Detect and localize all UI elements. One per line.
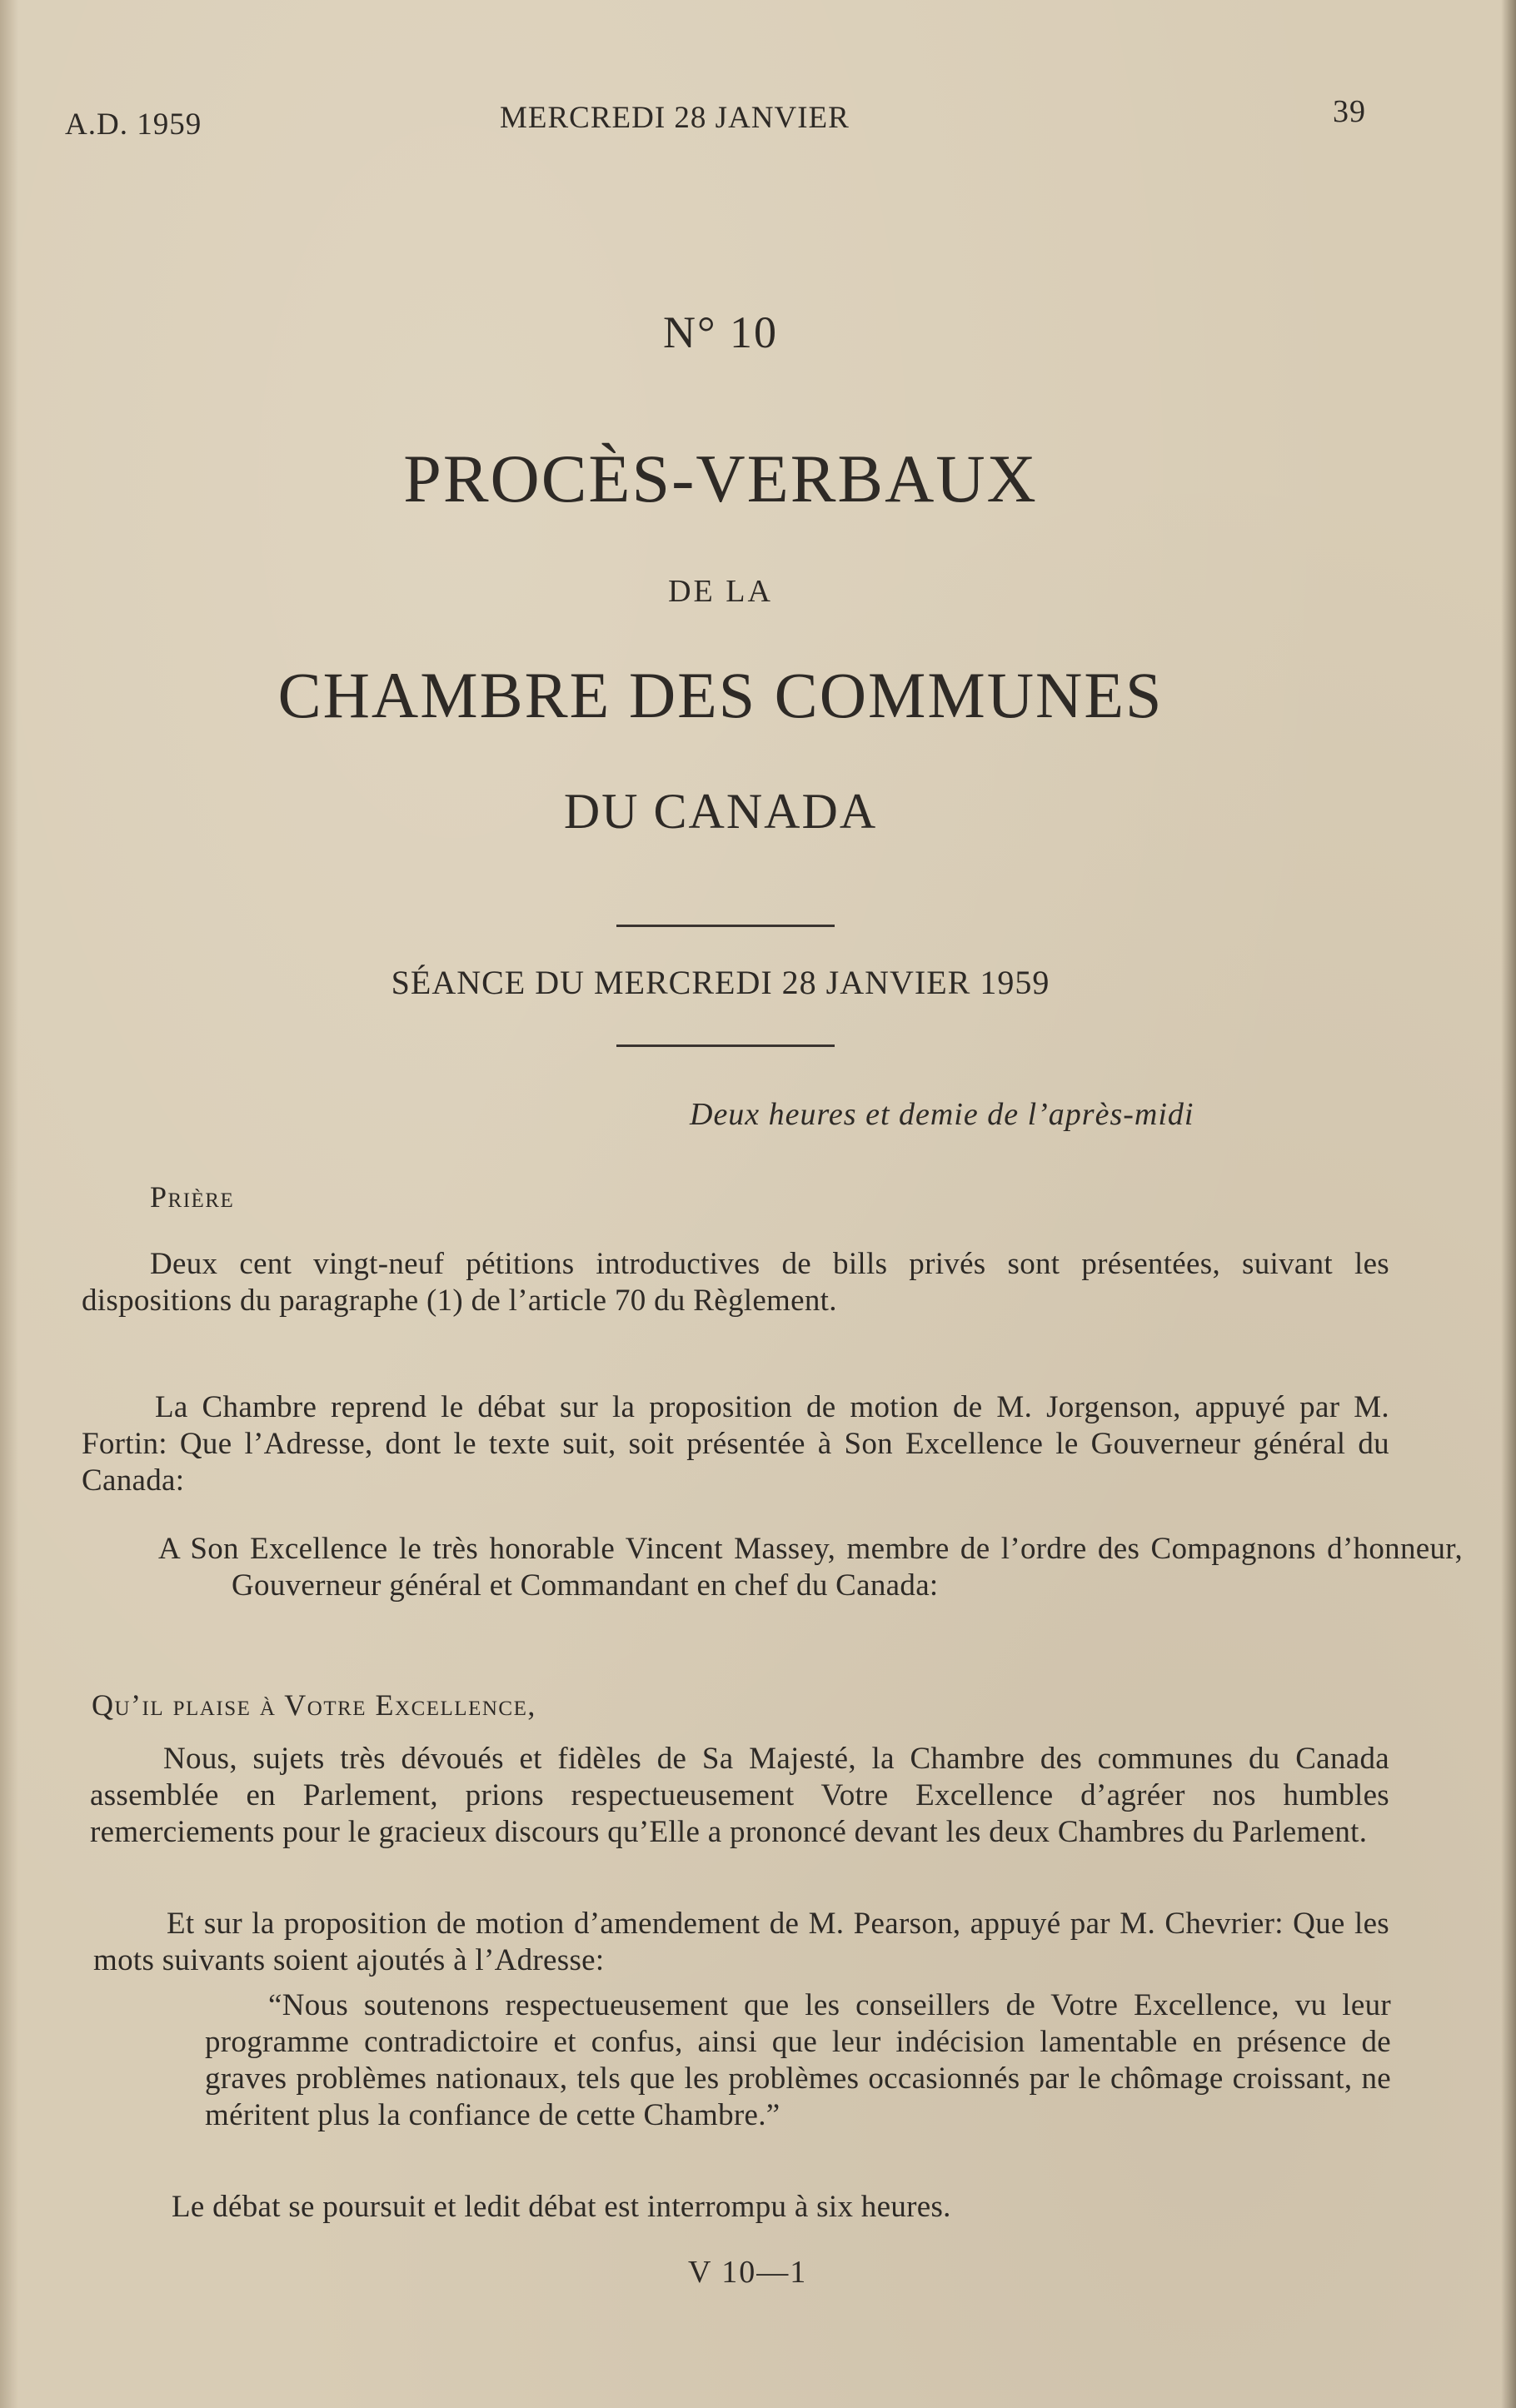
seance-title: SÉANCE DU MERCREDI 28 JANVIER 1959 xyxy=(391,964,1050,1001)
header-year: A.D. 1959 xyxy=(65,107,202,142)
page-left-edge xyxy=(0,0,18,2408)
header-date: MERCREDI 28 JANVIER xyxy=(500,101,850,135)
paragraph-amendement: Et sur la proposition de motion d’amendement de M. Pearson, appuyé par M. Chevrier: Que les mots suivants soient ajoutés à l’Adresse: xyxy=(93,1907,1389,1977)
page-right-edge xyxy=(1501,0,1516,2408)
paragraph-address-recipient: A Son Excellence le très honorable Vincent Massey, membre de l’ordre des Compagnons d’honneur, Gouverneur général et Commandant en chef du Canada: xyxy=(158,1532,1463,1603)
title-proces-verbaux: PROCÈS-VERBAUX xyxy=(403,441,1038,516)
paragraph-petitions: Deux cent vingt-neuf pétitions introductives de bills privés sont présentées, suivant les dispositions du paragraphe (1) de l’article 70 du Règlement. xyxy=(82,1247,1389,1318)
paragraph-nous: Nous, sujets très dévoués et fidèles de Sa Majesté, la Chambre des communes du Canada assemblée en Parlement, prions respectueusement Votre Excellence d’agréer nos humbles remerciements pour le gracieux discours qu’Elle a prononcé devant les deux Chambres du Parlement. xyxy=(90,1742,1389,1849)
plaise-heading: Qu’il plaise à Votre Excellence, xyxy=(92,1688,536,1722)
priere-heading: Prière xyxy=(150,1180,235,1214)
paragraph-amendment-quote: “Nous soutenons respectueusement que les conseillers de Votre Excellence, vu leur programme contradictoire et confus, ainsi que leur indécision lamentable en présence de graves problèmes nationaux, tels que les problèmes occasionnés par le chômage croissant, ne méritent plus la confiance de cette Chambre.” xyxy=(205,1988,1391,2132)
page-signature: V 10—1 xyxy=(688,2255,808,2290)
title-du-canada: DU CANADA xyxy=(563,784,878,839)
title-chambre-des-communes: CHAMBRE DES COMMUNES xyxy=(277,659,1164,731)
issue-number: N° 10 xyxy=(662,307,779,357)
title-de-la: DE LA xyxy=(668,574,773,609)
paragraph-debat: La Chambre reprend le débat sur la proposition de motion de M. Jorgenson, appuyé par M. Fortin: Que l’Adresse, dont le texte suit, soit présentée à Son Excellence le Gouverneur général du Canada: xyxy=(82,1390,1389,1498)
divider-top xyxy=(616,925,835,927)
paragraph-closing: Le débat se poursuit et ledit débat est interrompu à six heures. xyxy=(172,2190,951,2224)
header-page-number: 39 xyxy=(1333,94,1366,129)
seance-time: Deux heures et demie de l’après-midi xyxy=(690,1097,1194,1132)
divider-bottom xyxy=(616,1044,835,1047)
